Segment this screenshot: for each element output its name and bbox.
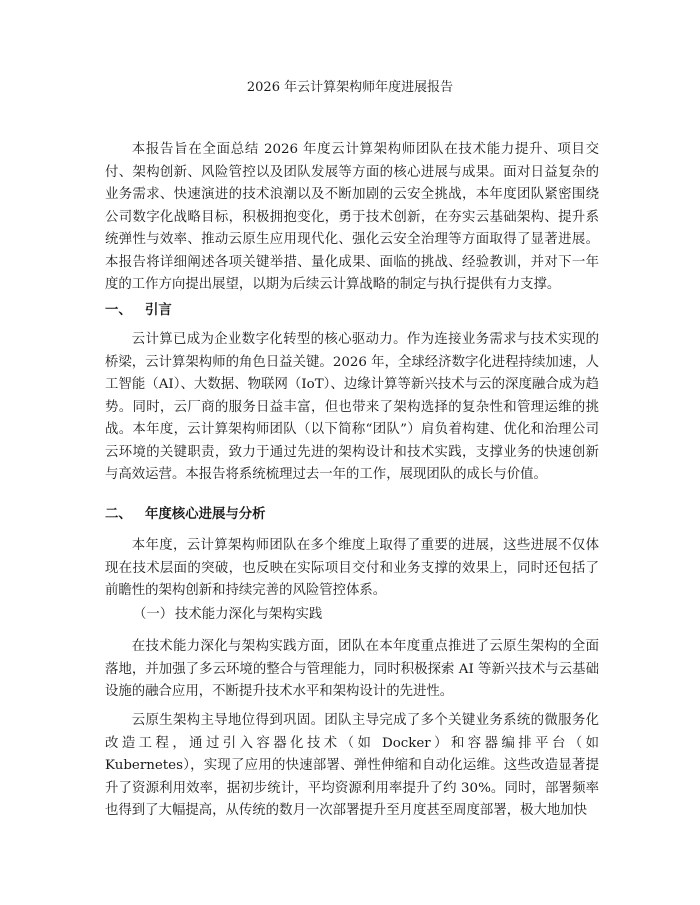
section-1-number: 一、 — [105, 302, 132, 318]
section-1-title: 引言 — [145, 302, 172, 318]
subsection-1-paragraph-1: 在技术能力深化与架构实践方面，团队在本年度重点推进了云原生架构的全面落地，并加强了多云环境的整合与管理能力，同时积极探索 AI 等新兴技术与云基础设施的融合应用，不断提升技术水平和架构设计的先进性。 — [105, 639, 599, 699]
subsection-1-heading — [133, 605, 322, 625]
intro-paragraph: 本报告旨在全面总结 2026 年度云计算架构师团队在技术能力提升、项目交付、架构创新、风险管控以及团队发展等方面的核心进展与成果。面对日益复杂的业务需求、快速演进的技术浪潮以及不断加剧的云安全挑战，本年度团队紧密围绕公司数字化战略目标，积极拥抱变化，勇于技术创新，在夯实云基础架构、提升系统弹性与效率、推动云原生应用现代化、强化云安全治理等方面取得了显著进展。本报告将详细阐述各项关键举措、量化成果、面临的挑战、经验教训，并对下一年度的工作方向提出展望，以期为后续云计算战略的制定与执行提供有力支撑。 — [105, 142, 599, 292]
section-1-paragraph: 云计算已成为企业数字化转型的核心驱动力。作为连接业务需求与技术实现的桥梁，云计算架构师的角色日益关键。2026 年，全球经济数字化进程持续加速，人工智能（AI）、大数据、物联网（IoT）、边缘计算等新兴技术与云的深度融合成为趋势。同时，云厂商的服务日益丰富，但也带来了架构选择的复杂性和管理运维的挑战。本年度，云计算架构师团队（以下简称“团队”）肩负着构建、优化和治理公司云环境的关键职责，致力于通过先进的架构设计和技术实践，支撑业务的快速创新与高效运营。本报告将系统梳理过去一年的工作，展现团队的成长与价值。 — [105, 332, 599, 482]
section-2-number: 二、 — [105, 506, 132, 522]
section-2-title: 年度核心进展与分析 — [145, 506, 266, 522]
subsection-1-number: （一） — [133, 607, 174, 622]
section-1-heading — [105, 300, 172, 320]
document-title: 2026 年云计算架构师年度进展报告 — [246, 80, 454, 95]
subsection-1-paragraph-2: 云原生架构主导地位得到巩固。团队主导完成了多个关键业务系统的微服务化改造工程，通过引入容器化技术（如 Docker）和容器编排平台（如 Kubernetes），实现了应用的快速部署、弹性伸缩和自动化运维。这些改造显著提升了资源利用效率，据初步统计，平均资源利用率提升了约 30%。同时，部署频率也得到了大幅提高，从传统的数月一次部署提升至月度甚至周度部署，极大地加快 — [105, 713, 599, 818]
subsection-1-title: 技术能力深化与架构实践 — [175, 607, 323, 622]
section-2-paragraph: 本年度，云计算架构师团队在多个维度上取得了重要的进展，这些进展不仅体现在技术层面的突破，也反映在实际项目交付和业务支撑的效果上，同时还包括了前瞻性的架构创新和持续完善的风险管控体系。 — [105, 538, 599, 598]
section-2-heading — [105, 504, 266, 524]
